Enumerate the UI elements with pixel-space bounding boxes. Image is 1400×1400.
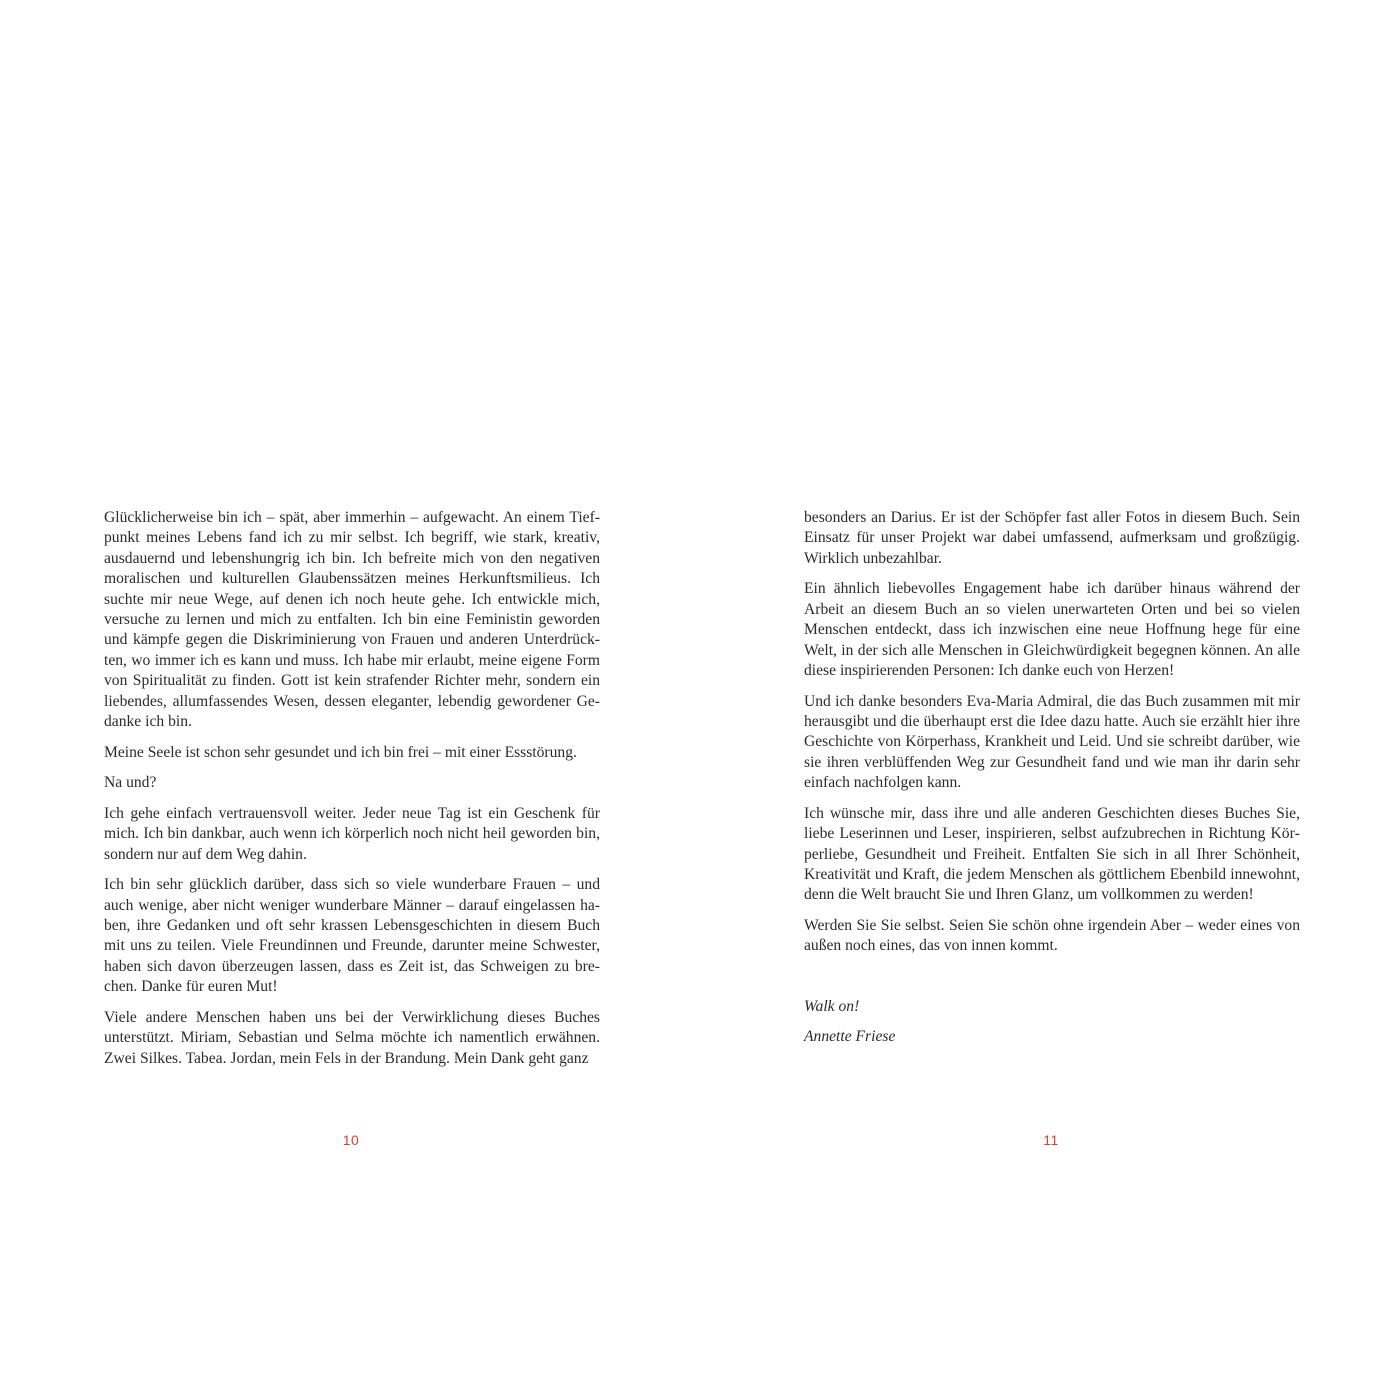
- signature: Annette Friese: [804, 1028, 896, 1046]
- left-paragraph-6: Viele andere Menschen haben uns bei der Verwirklichung dieses Buches unterstützt. Miriam, Sebastian und Selma möchte ich namentlich erwähnen. Zwei Silkes. Tabea. Jordan, mein Fels in der Brandung. Mein Dank geht ganz: [104, 1008, 600, 1067]
- left-paragraph-3: Na und?: [104, 774, 157, 792]
- right-paragraph-4: Ich wünsche mir, dass ihre und alle anderen Geschichten dieses Buches Sie, liebe Leserinnen und Leser, inspirieren, selbst aufzubrechen in Richtung Körperliebe, Gesundheit und Freiheit. Entfalten Sie sich in all Ihrer Schönheit, Kreativität und Kraft, die jedem Menschen als göttlichem Ebenbild innewohnt, denn die Welt braucht Sie und Ihren Glanz, um vollkommen zu werden!: [804, 804, 1300, 904]
- left-paragraph-2: Meine Seele ist schon sehr gesundet und ich bin frei – mit einer Essstörung.: [104, 743, 577, 761]
- right-page: [700, 0, 1400, 1400]
- right-page-text: [804, 508, 1300, 1058]
- left-paragraph-5: Ich bin sehr glücklich darüber, dass sich so viele wunderbare Frauen – und auch wenige, aber nicht weniger wunderbare Männer – darauf eingelassen haben, ihre Gedanken und oft sehr krassen Lebensgeschichten in diesem Buch mit uns zu teilen. Viele Freundinnen und Freunde, darunter meine Schwester, haben sich davon überzeugen lassen, dass es Zeit ist, das Schweigen zu brechen. Danke für euren Mut!: [104, 876, 600, 996]
- right-paragraph-2: Ein ähnlich liebevolles Engagement habe ich darüber hinaus während der Arbeit an diesem Buch an so vielen unerwarteten Orten und bei so vielen Menschen entdeckt, dass ich inzwischen eine neue Hoffnung hege für eine Welt, in der sich alle Menschen in Gleichwürdigkeit begegnen können. An alle diese inspirierenden Personen: Ich danke euch von Herzen!: [804, 580, 1300, 680]
- closing-line: Walk on!: [804, 997, 860, 1015]
- right-paragraph-1: besonders an Darius. Er ist der Schöpfer fast aller Fotos in diesem Buch. Sein Einsatz für unser Projekt war dabei umfassend, aufmerksam und großzügig. Wirklich unbezahlbar.: [804, 509, 1300, 567]
- page-number-right: 11: [1043, 1132, 1059, 1148]
- left-paragraph-1: Glücklicherweise bin ich – spät, aber immerhin – aufgewacht. An einem Tiefpunkt meines Lebens fand ich zu mir selbst. Ich begriff, wie stark, kreativ, ausdauernd und lebenshungrig ich bin. Ich befreite mich von den negativen moralischen und kulturellen Glaubenssätzen meines Herkunftsmilieus. Ich suchte mir neue Wege, auf denen ich noch heute gehe. Ich entwickle mich, versuche zu lernen und mich zu entfalten. Ich bin eine Feministin geworden und kämpfe gegen die Diskriminierung von Frauen und anderen Unterdrückten, wo immer ich es kann und muss. Ich habe mir erlaubt, meine eigene Form von Spiritualität zu finden. Gott ist kein strafender Richter mehr, sondern ein liebendes, allumfassendes Wesen, dessen eleganter, lebendig gewordener Gedanke ich bin.: [104, 509, 600, 731]
- right-paragraph-5: Werden Sie Sie selbst. Seien Sie schön ohne irgendein Aber – weder eines von außen noch eines, das von innen kommt.: [804, 917, 1300, 955]
- right-paragraph-3: Und ich danke besonders Eva-Maria Admiral, die das Buch zusammen mit mir herausgibt und die überhaupt erst die Idee dazu hatte. Auch sie erzählt hier ihre Geschichte von Körperhass, Krankheit und Leid. Und sie schreibt darüber, wie sie ihren verblüffenden Weg zur Gesundheit fand und wie man ihr darin sehr einfach nachfolgen kann.: [804, 692, 1300, 792]
- left-paragraph-4: Ich gehe einfach vertrauensvoll weiter. Jeder neue Tag ist ein Geschenk für mich. Ich bin dankbar, auch wenn ich körperlich noch nicht heil geworden bin, sondern nur auf dem Weg dahin.: [104, 804, 600, 863]
- left-page-text: [104, 508, 600, 1079]
- page-number-left: 10: [342, 1132, 360, 1148]
